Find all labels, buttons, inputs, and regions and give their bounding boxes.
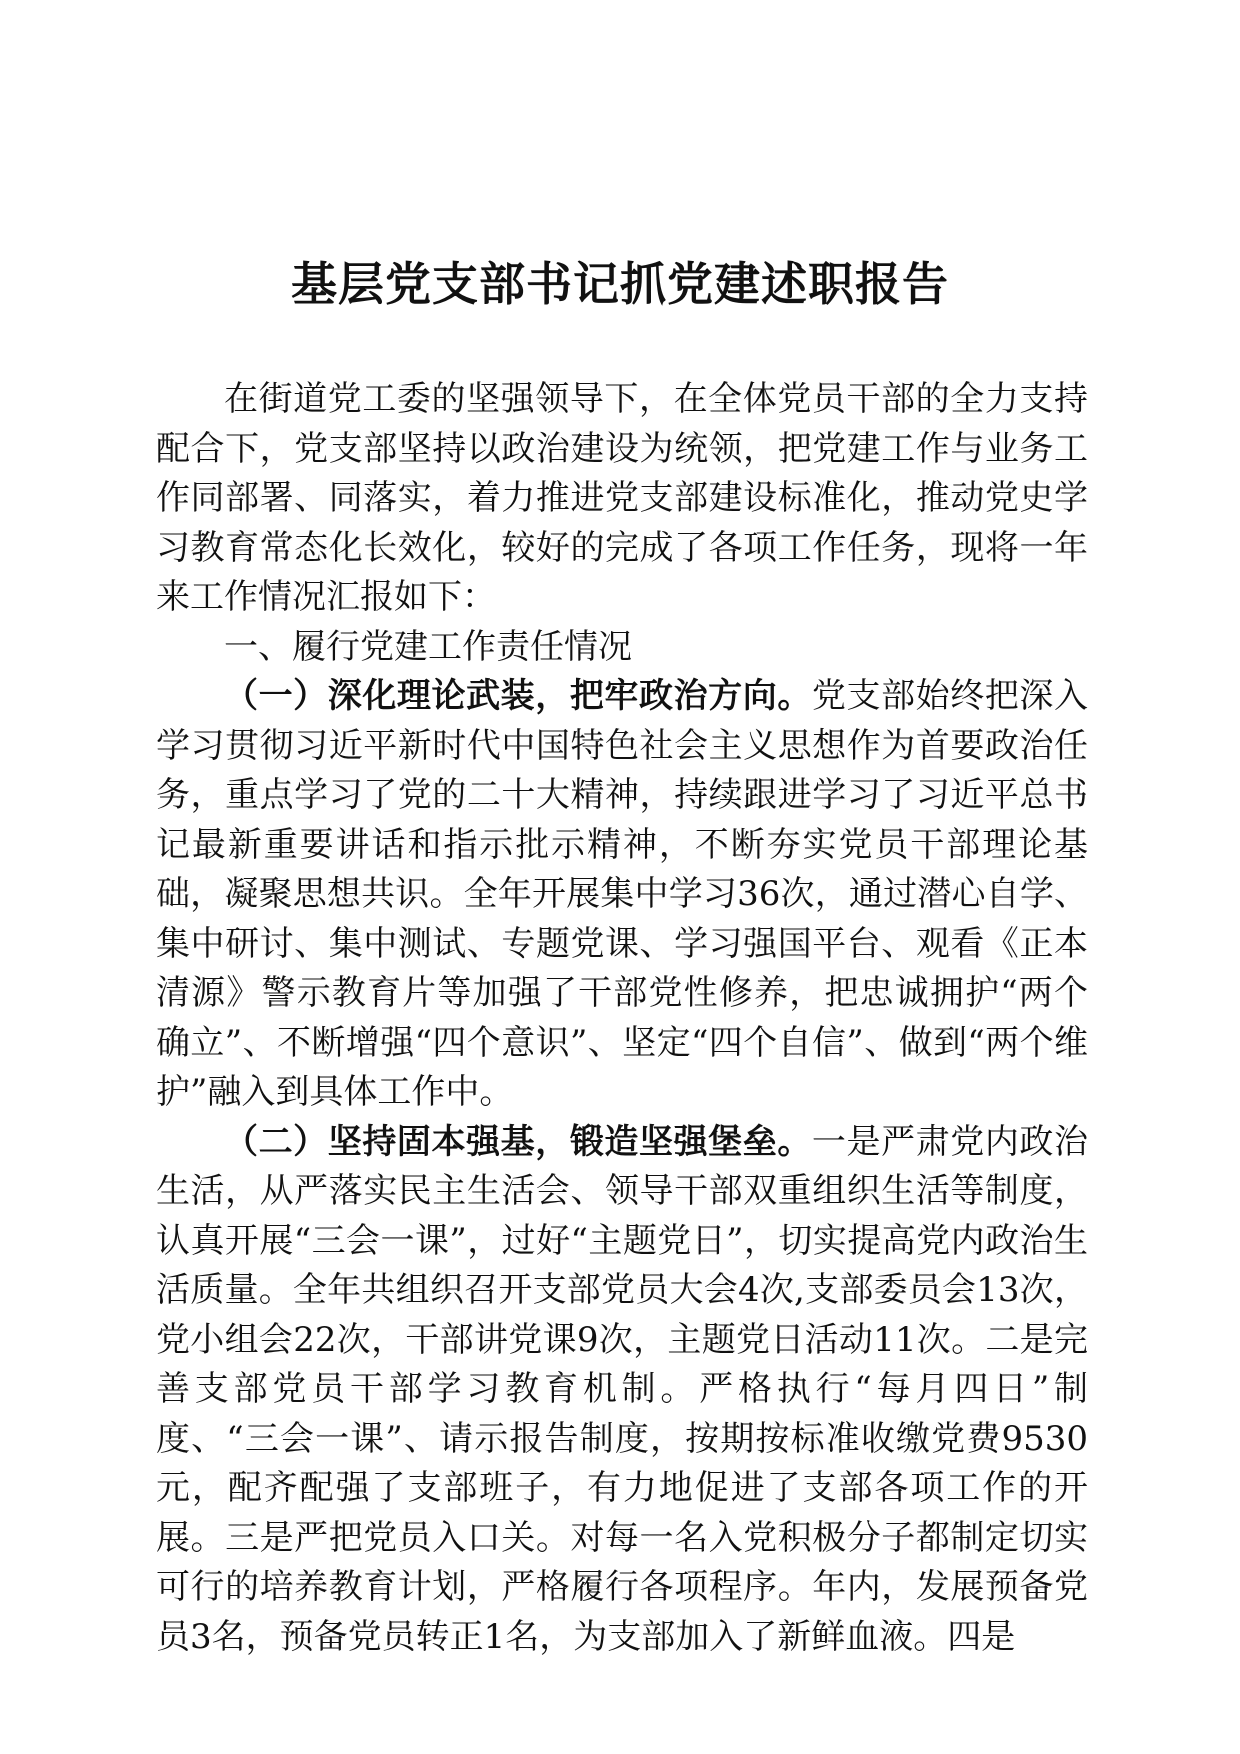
paragraph-2 xyxy=(156,1118,1088,1663)
document-body xyxy=(156,375,1088,1662)
paragraph-1 xyxy=(156,672,1088,1118)
paragraph-1-body: 党支部始终把深入学习贯彻习近平新时代中国特色社会主义思想作为首要政治任务，重点学习了党的二十大精神，持续跟进学习了习近平总书记最新重要讲话和指示批示精神，不断夯实党员干部理论基础，凝聚思想共识。全年开展集中学习36次，通过潜心自学、集中研讨、集中测试、专题党课、学习强国平台、观看《正本清源》警示教育片等加强了干部党性修养，把忠诚拥护“两个确立”、不断增强“四个意识”、坚定“四个自信”、做到“两个维护”融入到具体工作中。 xyxy=(156,676,1089,1112)
paragraph-1-lead: （一）深化理论武装，把牢政治方向。 xyxy=(224,676,812,716)
intro-paragraph: 在街道党工委的坚强领导下，在全体党员干部的全力支持配合下，党支部坚持以政治建设为统领，把党建工作与业务工作同部署、同落实，着力推进党支部建设标准化，推动党史学习教育常态化长效化，较好的完成了各项工作任务，现将一年来工作情况汇报如下： xyxy=(156,379,1088,617)
paragraph-2-body: 一是严肃党内政治生活，从严落实民主生活会、领导干部双重组织生活等制度，认真开展“三会一课”，过好“主题党日”，切实提高党内政治生活质量。全年共组织召开支部党员大会4次,支部委员会13次，党小组会22次，干部讲党课9次，主题党日活动11次。二是完善支部党员干部学习教育机制。严格执行“每月四日”制度、“三会一课”、请示报告制度，按期按标准收缴党费9530元，配齐配强了支部班子，有力地促进了支部各项工作的开展。三是严把党员入口关。对每一名入党积极分子都制定切实可行的培养教育计划，严格履行各项程序。年内，发展预备党员3名，预备党员转正1名，为支部加入了新鲜血液。四是 xyxy=(156,1121,1089,1657)
paragraph-2-lead: （二）坚持固本强基，锻造坚强堡垒。 xyxy=(224,1121,812,1162)
section-heading-1: 一、履行党建工作责任情况 xyxy=(224,626,632,667)
document-title: 基层党支部书记抓党建述职报告 xyxy=(291,257,949,311)
